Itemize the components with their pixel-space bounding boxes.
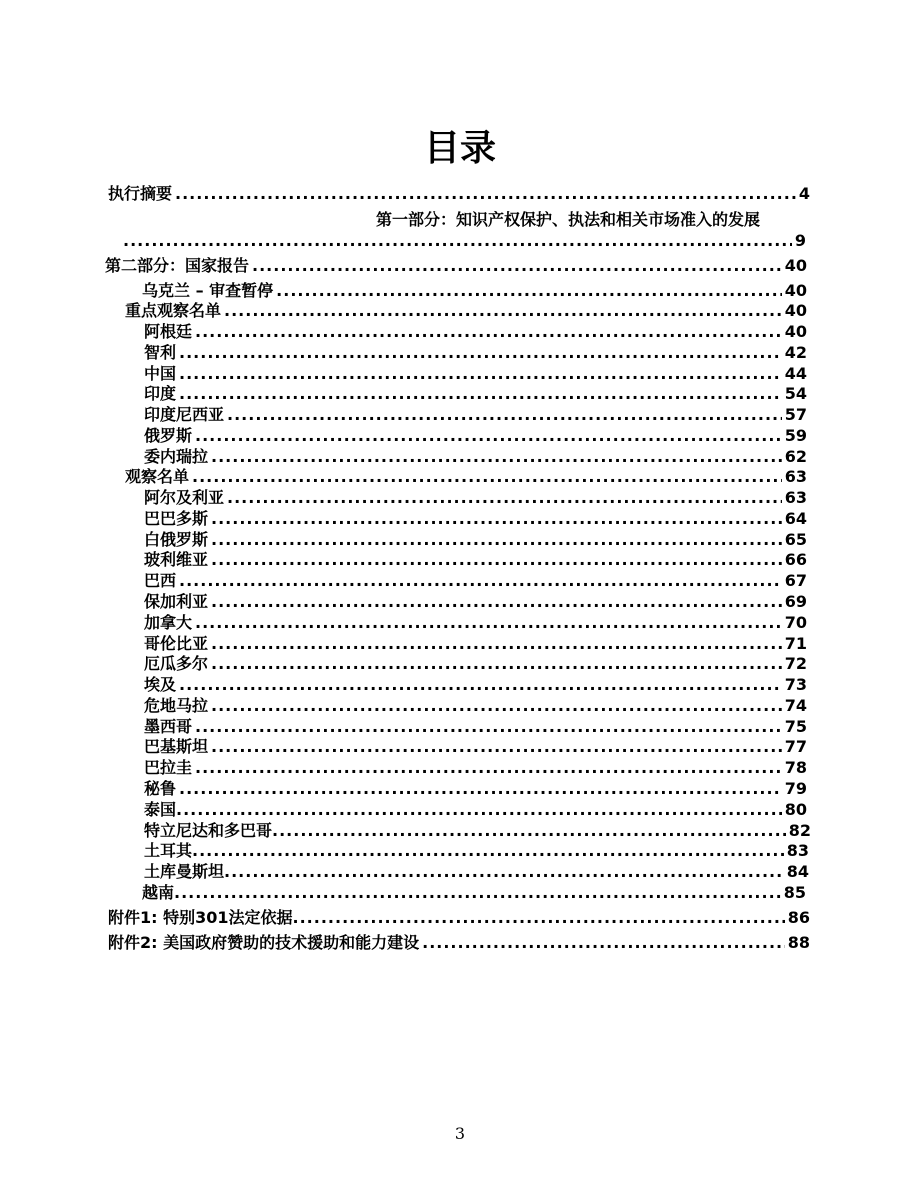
toc-entry[interactable]	[144, 530, 807, 550]
toc-entry[interactable]	[144, 862, 809, 882]
toc-entry[interactable]	[144, 426, 807, 446]
toc-entry-label: 附件1: 特别301法定依据	[108, 908, 293, 927]
toc-entry-page: 77	[784, 737, 807, 756]
toc-entry[interactable]	[144, 509, 807, 529]
toc-entry-label: 印度	[144, 384, 177, 403]
toc-entry[interactable]	[144, 550, 807, 570]
toc-entry-page: 59	[784, 426, 807, 445]
toc-entry-label: 泰国	[144, 800, 177, 819]
toc-entry-page: 74	[784, 696, 807, 715]
toc-entry-label: 厄瓜多尔	[144, 654, 209, 673]
dot-leader	[224, 862, 784, 882]
dot-leader	[211, 447, 782, 467]
toc-entry[interactable]	[108, 184, 810, 204]
toc-entry-label: 土库曼斯坦	[144, 862, 225, 881]
toc-entry-page: 70	[784, 613, 807, 632]
toc-entry-label: 阿尔及利亚	[144, 488, 225, 507]
toc-entry-page: 40	[784, 256, 807, 275]
dot-leader	[252, 256, 782, 276]
toc-entry-part-one-leader[interactable]	[123, 231, 806, 251]
dot-leader	[179, 384, 782, 404]
toc-entry-page: 73	[784, 675, 807, 694]
toc-entry[interactable]	[108, 908, 810, 928]
dot-leader	[211, 737, 782, 757]
toc-entry[interactable]	[144, 841, 809, 861]
toc-entry-label: 巴西	[144, 571, 177, 590]
toc-entry-label: 中国	[144, 364, 177, 383]
toc-entry[interactable]	[144, 675, 807, 695]
toc-entry[interactable]	[144, 634, 807, 654]
toc-entry[interactable]	[144, 592, 807, 612]
toc-entry-page: 63	[784, 467, 807, 486]
dot-leader	[179, 675, 782, 695]
dot-leader	[211, 550, 782, 570]
toc-entry-label: 委内瑞拉	[144, 447, 209, 466]
toc-entry[interactable]	[144, 571, 807, 591]
toc-entry-label: 秘鲁	[144, 779, 177, 798]
toc-entry[interactable]	[144, 779, 807, 799]
toc-entry-page: 42	[784, 343, 807, 362]
toc-entry-label: 加拿大	[144, 613, 193, 632]
toc-entry-page: 82	[788, 821, 811, 840]
toc-entry-label: 巴基斯坦	[144, 737, 209, 756]
toc-entry-page: 69	[784, 592, 807, 611]
toc-entry[interactable]	[125, 301, 807, 321]
dot-leader	[179, 779, 782, 799]
toc-entry-label: 第二部分：国家报告	[105, 256, 250, 275]
toc-entry-label: 俄罗斯	[144, 426, 193, 445]
dot-leader	[276, 281, 782, 301]
dot-leader	[211, 592, 782, 612]
toc-entry-label: 土耳其	[144, 841, 193, 860]
toc-entry[interactable]	[144, 737, 807, 757]
dot-leader	[195, 758, 782, 778]
toc-entry-part-one-label[interactable]: 第一部分：知识产权保护、执法和相关市场准入的发展	[376, 210, 761, 229]
dot-leader	[176, 800, 782, 820]
toc-entry-page: 85	[783, 883, 806, 902]
toc-entry-label: 特立尼达和多巴哥	[144, 821, 273, 840]
dot-leader	[192, 841, 784, 861]
toc-entry-page: 79	[784, 779, 807, 798]
toc-entry-page: 67	[784, 571, 807, 590]
toc-entry-page: 80	[784, 800, 807, 819]
toc-entry-page: 54	[784, 384, 807, 403]
toc-entry-label: 埃及	[144, 675, 177, 694]
toc-entry-label: 白俄罗斯	[144, 530, 209, 549]
toc-entry-page: 84	[786, 862, 809, 881]
dot-leader	[272, 821, 786, 841]
dot-leader	[211, 530, 782, 550]
toc-entry-label: 阿根廷	[144, 322, 193, 341]
toc-entry-page: 88	[787, 933, 810, 952]
toc-entry-page: 65	[784, 530, 807, 549]
dot-leader	[293, 908, 785, 928]
toc-entry[interactable]	[144, 696, 807, 716]
toc-entry[interactable]	[144, 758, 807, 778]
dot-leader	[175, 184, 796, 204]
toc-entry[interactable]	[144, 405, 807, 425]
toc-entry-page: 75	[784, 717, 807, 736]
toc-entry-page: 64	[784, 509, 807, 528]
toc-entry-page: 44	[784, 364, 807, 383]
toc-entry-page: 9	[794, 231, 806, 250]
toc-entry[interactable]	[125, 467, 807, 487]
toc-entry-page: 66	[784, 550, 807, 569]
dot-leader	[179, 571, 782, 591]
toc-entry[interactable]	[105, 256, 807, 276]
toc-entry[interactable]	[142, 883, 806, 903]
toc-entry[interactable]	[144, 613, 807, 633]
toc-entry[interactable]	[144, 322, 807, 342]
dot-leader	[211, 696, 782, 716]
dot-leader	[179, 343, 782, 363]
toc-entry-label: 越南	[142, 883, 175, 902]
toc-entry-label: 危地马拉	[144, 696, 209, 715]
dot-leader	[211, 509, 782, 529]
toc-entry-page: 62	[784, 447, 807, 466]
toc-entry[interactable]	[144, 654, 807, 674]
toc-entry-page: 78	[784, 758, 807, 777]
dot-leader	[179, 364, 782, 384]
toc-entry-label: 巴拉圭	[144, 758, 193, 777]
toc-entry[interactable]	[144, 384, 807, 404]
toc-entry-page: 40	[784, 281, 807, 300]
toc-entry-page: 83	[786, 841, 809, 860]
dot-leader	[123, 231, 792, 251]
toc-entry[interactable]	[144, 343, 807, 363]
dot-leader	[195, 426, 782, 446]
toc-entry[interactable]	[144, 800, 807, 820]
toc-entry[interactable]	[144, 488, 807, 508]
toc-entry-label: 玻利维亚	[144, 550, 209, 569]
toc-entry-label: 重点观察名单	[125, 301, 222, 320]
toc-entry-label: 巴巴多斯	[144, 509, 209, 528]
dot-leader	[195, 717, 782, 737]
toc-entry[interactable]	[144, 717, 807, 737]
toc-entry-page: 63	[784, 488, 807, 507]
toc-entry-page: 57	[784, 405, 807, 424]
dot-leader	[211, 654, 782, 674]
toc-entry[interactable]	[144, 447, 807, 467]
dot-leader	[211, 634, 782, 654]
page-number: 3	[454, 1124, 466, 1143]
dot-leader	[422, 933, 785, 953]
dot-leader	[227, 488, 782, 508]
toc-entry-label: 印度尼西亚	[144, 405, 225, 424]
toc-entry-page: 72	[784, 654, 807, 673]
dot-leader	[195, 322, 782, 342]
toc-entry-label: 哥伦比亚	[144, 634, 209, 653]
toc-entry-page: 40	[784, 322, 807, 341]
toc-entry-page: 40	[784, 301, 807, 320]
toc-entry-page: 86	[787, 908, 810, 927]
toc-entry-page: 71	[784, 634, 807, 653]
toc-entry-page: 4	[798, 184, 810, 203]
toc-entry-label: 附件2: 美国政府赞助的技术援助和能力建设	[108, 933, 420, 952]
dot-leader	[195, 613, 782, 633]
dot-leader	[227, 405, 782, 425]
toc-entry-label: 智利	[144, 343, 177, 362]
toc-entry[interactable]	[108, 933, 810, 953]
toc-entry[interactable]	[144, 821, 811, 841]
toc-title: 目录	[423, 128, 496, 169]
toc-entry-label: 墨西哥	[144, 717, 193, 736]
toc-entry[interactable]	[144, 364, 807, 384]
toc-entry[interactable]	[142, 281, 807, 301]
dot-leader	[192, 467, 782, 487]
toc-entry-label: 执行摘要	[108, 184, 173, 203]
toc-entry-label: 保加利亚	[144, 592, 209, 611]
dot-leader	[224, 301, 782, 321]
dot-leader	[174, 883, 781, 903]
toc-entry-label: 乌克兰 – 审查暂停	[142, 281, 274, 300]
toc-entry-label: 观察名单	[125, 467, 190, 486]
